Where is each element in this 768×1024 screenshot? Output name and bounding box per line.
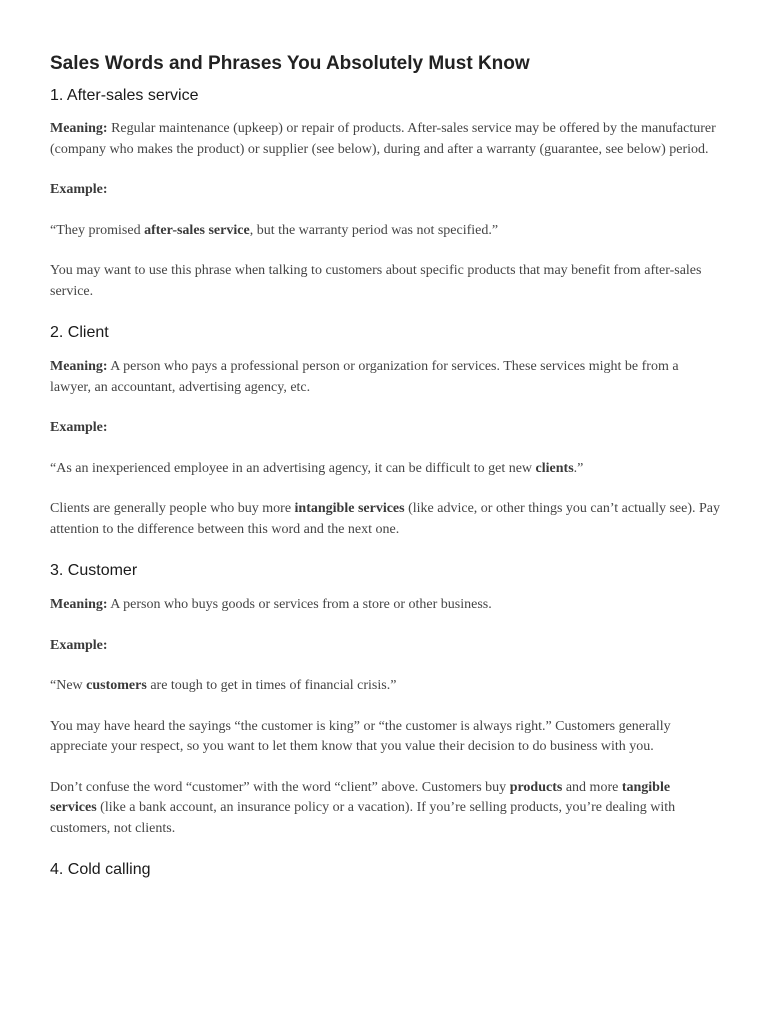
note-text: Clients are generally people who buy more: [50, 501, 295, 516]
quote-text: , but the warranty period was not specified.”: [249, 222, 499, 238]
meaning-text: A person who pays a professional person or organization for services. These services might be from a lawyer, an accountant, advertising agency, etc.: [50, 359, 679, 395]
meaning-paragraph: [50, 357, 720, 398]
quote-text: .”: [573, 460, 584, 476]
quote-text: “New: [50, 678, 87, 693]
example-quote: [50, 459, 720, 480]
section-heading-cold-calling: 4. Cold calling: [50, 861, 151, 878]
meaning-text: A person who buys goods or services from a store or other business.: [107, 597, 492, 612]
meaning-label: Meaning:: [50, 359, 108, 374]
note-text: (like a bank account, an insurance policy or a vacation). If you’re selling products, you’re dealing with customers, not clients.: [50, 800, 676, 836]
meaning-label: Meaning:: [50, 597, 108, 612]
quote-text: “They promised: [50, 222, 145, 238]
document-page: [50, 50, 720, 880]
note-text: Don’t confuse the word “customer” with the word “client” above. Customers buy: [50, 779, 510, 795]
section-heading-customer: 3. Customer: [50, 562, 138, 579]
meaning-paragraph: [50, 595, 720, 616]
example-label-text: Example:: [50, 182, 108, 197]
quote-term: clients: [535, 460, 574, 476]
usage-note: You may want to use this phrase when talking to customers about specific products that may benefit from after-sales service.: [50, 263, 702, 299]
quote-term: after-sales service: [144, 222, 250, 238]
meaning-paragraph: [50, 119, 720, 160]
note-text: (like advice, or other things you can’t actually see). Pay attention to the difference between this word and the next one.: [50, 501, 721, 537]
note-text: and more: [562, 779, 622, 795]
usage-note: [50, 499, 720, 540]
document-title: Sales Words and Phrases You Absolutely Must Know: [50, 53, 530, 74]
usage-note: [50, 778, 720, 840]
quote-text: “As an inexperienced employee in an advertising agency, it can be difficult to get new: [50, 460, 536, 476]
section-heading-client: 2. Client: [50, 324, 109, 341]
meaning-label: Meaning:: [50, 121, 108, 136]
usage-note: You may have heard the sayings “the customer is king” or “the customer is always right.” Customers generally appreciate your respect, so you want to let them know that you value their decision to do business with you.: [50, 718, 671, 754]
example-label-text: Example:: [50, 637, 108, 653]
example-label: [50, 180, 720, 201]
quote-text: are tough to get in times of financial crisis.”: [146, 678, 397, 693]
note-term: tangible services: [50, 779, 671, 815]
section-heading-after-sales-service: 1. After-sales service: [50, 87, 199, 104]
meaning-text: Regular maintenance (upkeep) or repair of products. After-sales service may be offered by the manufacturer (company who makes the product) or supplier (see below), during and after a warranty (guarantee, see below) period.: [50, 121, 716, 157]
example-quote: [50, 221, 720, 242]
note-term: products: [509, 779, 563, 795]
example-label-text: Example:: [50, 420, 108, 435]
example-label: [50, 418, 720, 439]
example-quote: [50, 676, 720, 697]
example-label: [50, 636, 720, 657]
note-term: intangible services: [294, 501, 405, 516]
quote-term: customers: [86, 678, 147, 693]
